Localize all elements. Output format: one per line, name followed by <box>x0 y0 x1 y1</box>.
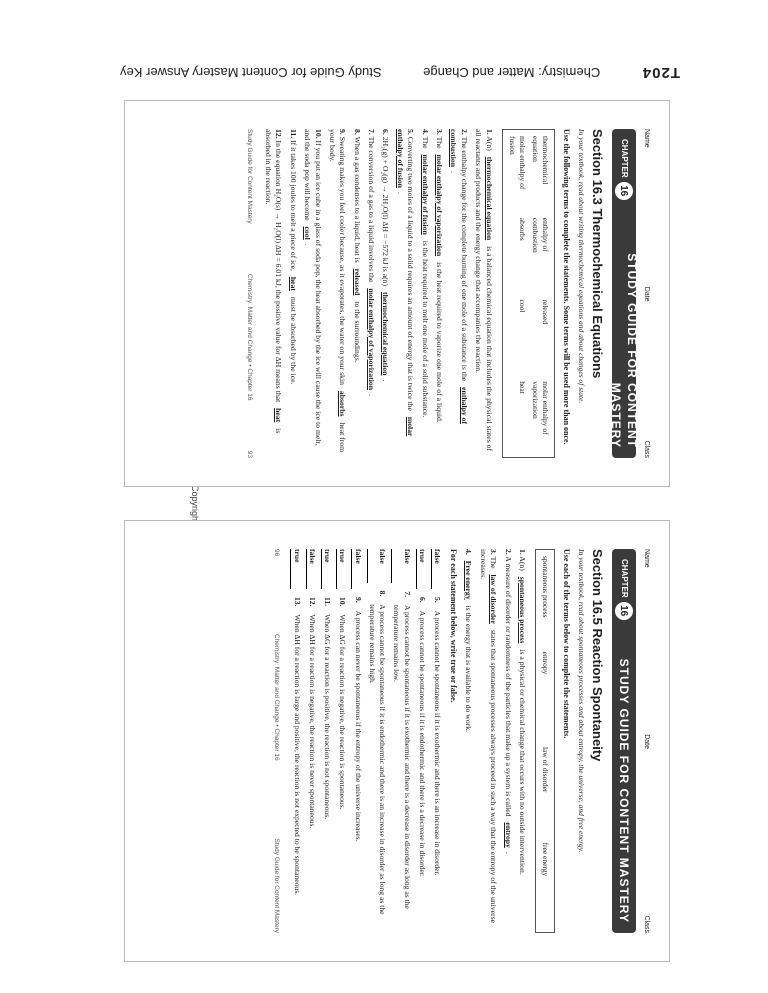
answer: molar enthalpy of fusion <box>395 129 416 437</box>
answer: entropy <box>503 822 513 848</box>
tf-item: false 7. A process cannot be spontaneous if it is exothermic and there is a decrease in disorder as long as the temperature remains low. <box>392 549 412 909</box>
bank-term: cool <box>517 299 527 313</box>
tf-answer: false <box>367 549 388 583</box>
tf-item: true 10. When ΔG for a reaction is negative, the reaction is spontaneous. <box>336 549 347 933</box>
answer: heat <box>274 408 284 423</box>
tf-item: false 8. A process cannot be spontaneous if it is endothermic and there is an increase in disorder as long as the temperature remains high. <box>367 549 388 915</box>
chapter-number: 16 <box>615 182 633 200</box>
book-header <box>120 50 680 96</box>
tf-item: true 6. A process cannot be spontaneous if it is endothermic and there is a decrease in disorder. <box>416 549 427 933</box>
answer: heat <box>288 276 298 291</box>
question-item: 3. The molar enthalpy of vaporization is the heat required to vaporize one mole of a liquid. <box>435 129 445 423</box>
question-item: 2. The enthalpy change for the complete burning of one mole of a substance is the enthalpy of combustion. <box>449 129 469 425</box>
tf-item: false 9. A process can never be spontaneous if the entropy of the universe increases. <box>351 549 362 933</box>
answer: released <box>352 268 362 296</box>
chapter-badge: CHAPTER 16 <box>615 549 633 630</box>
question-item: 1. A(n) spontaneous process is a physical or chemical change that occurs with no outside intervention. <box>517 549 527 875</box>
date-field: Date <box>643 734 650 749</box>
chapter-banner <box>608 129 639 458</box>
banner-title: STUDY GUIDE FOR CONTENT MASTERY <box>608 253 639 448</box>
book-title: Chemistry: Matter and Change <box>423 65 601 81</box>
class-field: Class <box>643 440 650 458</box>
answer: thermochemical equation <box>381 292 391 376</box>
name-field: Name <box>643 549 650 568</box>
question-item: 12. In the equation H₂O(s) → H₂O(l) ΔH = 6.01 kJ, the positive value for ΔH means that heat is absorbed in the reaction. <box>263 129 284 434</box>
tf-item: true 13. When ΔH for a reaction is large and positive, the reaction is not expected to be spontaneous. <box>290 549 301 933</box>
question-item: 7. The conversion of a gas to a liquid involves the molar enthalpy of vaporization. <box>367 129 377 396</box>
question-item: 5. Converting two moles of a liquid to a solid requires an amount of energy that is twice the molar enthalpy of fusion. <box>395 129 416 437</box>
tf-answer: true <box>336 549 347 589</box>
tf-answer: false <box>391 549 412 583</box>
answer: thermochemical equation <box>484 156 494 241</box>
page-rotator <box>125 521 669 961</box>
page-footer: 96 Chemistry: Matter and Change • Chapter 16 Study Guide for Content Mastery <box>273 549 281 933</box>
page-section-16-3 <box>124 100 670 487</box>
question-item: 8. When a gas condenses to a liquid, heat is released to the surroundings. <box>352 129 362 363</box>
question-item: 4. The molar enthalpy of fusion is the heat required to melt one mole of a solid substance. <box>420 129 430 418</box>
name-date-class <box>642 129 651 458</box>
tf-answer: true <box>416 549 427 589</box>
section-title: Section 16.5 Reaction Spontaneity <box>589 549 605 762</box>
bank-term: absorbs <box>517 217 527 241</box>
section-subtitle: In your textbook, read about writing thermochemical equations and about changes of state. <box>577 129 587 404</box>
directive: Use the following terms to complete the statements. Some terms will be used more than once. <box>561 129 571 445</box>
word-bank <box>502 129 556 458</box>
page-number: T204 <box>641 64 680 82</box>
bank-term: spontaneous process <box>541 556 551 618</box>
guide-title: Study Guide for Content Mastery Answer Key <box>120 65 382 81</box>
answer: molar enthalpy of vaporization <box>367 288 377 391</box>
answer: enthalpy of combustion <box>449 129 469 425</box>
bank-term: enthalpy of combustion <box>530 217 551 253</box>
tf-answer: true <box>290 549 301 589</box>
class-field: Class <box>643 915 650 933</box>
date-field: Date <box>643 286 650 302</box>
banner-title: STUDY GUIDE FOR CONTENT MASTERY <box>616 658 631 923</box>
question-item: 4. Free energy is the energy that is available to do work. <box>464 549 474 732</box>
tf-answer: false <box>431 549 442 589</box>
bank-term: molar enthalpy of fusion <box>507 136 527 190</box>
name-date-class <box>642 549 651 933</box>
tf-item: true 11. When ΔG for a reaction is positive, the reaction is not spontaneous. <box>321 549 332 933</box>
question-item: 3. The law of disorder states that spontaneous processes always proceed in such a way that the entropy of the universe increases. <box>478 549 499 924</box>
question-item: 11. If it takes 100 joules to melt a piece of ice, heat must be absorbed by the ice. <box>288 129 298 385</box>
answer: spontaneous process <box>517 576 527 644</box>
section-title: Section 16.3 Thermochemical Equations <box>589 129 605 379</box>
question-item: 10. If you put an ice cube in a glass of soda pop, the heat absorbed by the ice will cause the ice to melt, and the soda pop will become cool. <box>303 129 323 446</box>
tf-answer: true <box>321 549 332 589</box>
answer: molar enthalpy of vaporization <box>435 154 445 257</box>
page-section-16-5 <box>124 520 670 962</box>
answer: cool <box>303 226 313 240</box>
bank-term: entropy <box>541 651 551 675</box>
question-item: 2. A measure of disorder or randomness of the particles that make up a system is called entropy. <box>503 549 513 854</box>
section-subtitle: In your textbook, read about spontaneous processes and about entropy, the universe, and free energy. <box>577 549 587 853</box>
answer: law of disorder <box>489 574 499 624</box>
question-item: 9. Sweating makes you feel cooler because, as it evaporates, the water on your skin absorbs heat from your body. <box>327 129 348 453</box>
tf-directive: For each statement below, write true or false. <box>449 549 459 703</box>
page-footer: Study Guide for Content Mastery Chemistry: Matter and Change • Chapter 16 93 <box>245 129 253 458</box>
bank-term: heat <box>517 381 527 394</box>
answer: Free energy <box>464 560 474 600</box>
word-bank <box>535 549 555 933</box>
answer: absorbs <box>338 390 348 417</box>
directive: Use each of the terms below to complete the statements. <box>561 549 571 739</box>
bank-term: molar enthalpy of vaporization <box>530 381 551 435</box>
bank-term: free energy <box>541 842 551 877</box>
answer: molar enthalpy of fusion <box>420 154 430 235</box>
chapter-banner <box>612 549 636 933</box>
question-item: 6. 2H₂(g) + O₂(g) → 2H₂O(l) ΔH = −572 kJ is a(n) thermochemical equation. <box>381 129 391 382</box>
bank-term: thermochemical equation <box>530 136 551 185</box>
tf-item: false 12. When ΔH for a reaction is negative, the reaction is never spontaneous. <box>306 549 317 933</box>
page-rotator <box>125 101 669 486</box>
bank-term: released <box>541 299 551 325</box>
chapter-badge: CHAPTER 16 <box>615 129 633 210</box>
name-field: Name <box>643 129 650 148</box>
chapter-number: 16 <box>615 602 633 620</box>
tf-answer: false <box>351 549 362 589</box>
tf-item: false 5. A process cannot be spontaneous if it is exothermic and there is an increase in disorder. <box>431 549 442 933</box>
tf-answer: false <box>306 549 317 589</box>
question-item: 1. A(n) thermochemical equation is a balanced chemical equation that includes the physical states of all reactants and products and the energy change that accompanies the reaction. <box>474 129 494 452</box>
bank-term: law of disorder <box>541 747 551 793</box>
